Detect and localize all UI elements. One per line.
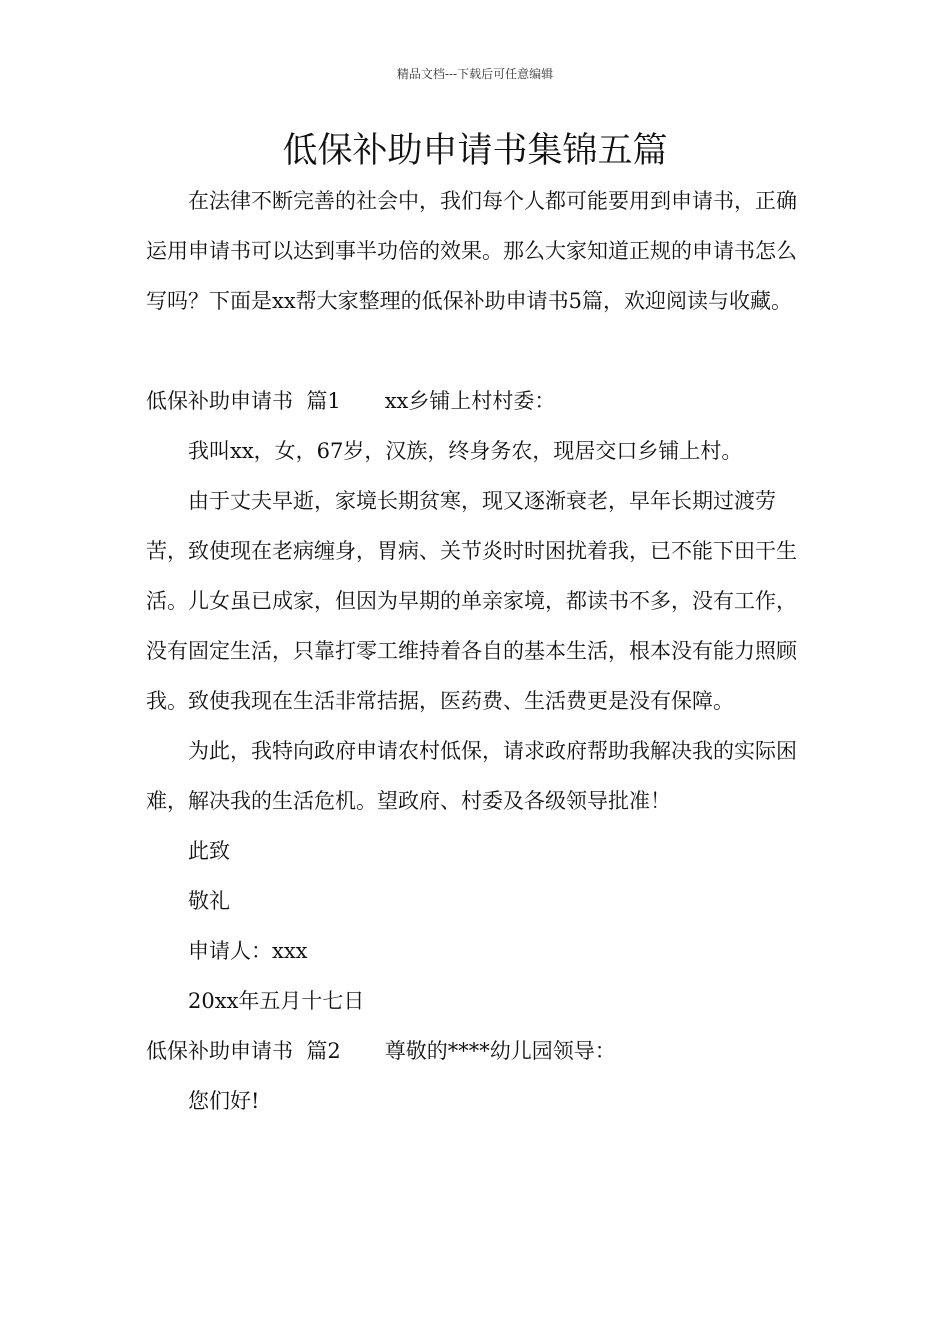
page-header: 精品文档---下载后可任意编辑 xyxy=(396,67,554,81)
section-1-heading: 低保补助申请书 篇1 xyxy=(146,389,341,413)
section-1-applicant: 申请人：xxx xyxy=(188,939,308,963)
paragraph-gap xyxy=(146,326,806,376)
section-1-paragraph-2: 由于丈夫早逝，家境长期贫寒，现又逐渐衰老，早年长期过渡劳苦，致使现在老病缠身，胃病、关节炎时时困扰着我，已不能下田干生活。儿女虽已成家，但因为早期的单亲家境，都读书不多，没有工作，没有固定生活，只靠打零工维持着各自的基本生活，根本没有能力照顾我。致使我现在生活非常拮据，医药费、生活费更是没有保障。 xyxy=(146,489,797,713)
section-1-date: 20xx年五月十七日 xyxy=(188,989,365,1013)
section-1-closing-1: 此致 xyxy=(188,839,230,863)
section-1-paragraph-3: 为此，我特向政府申请农村低保，请求政府帮助我解决我的实际困难，解决我的生活危机。望政府、村委及各级领导批准！ xyxy=(146,739,797,813)
intro-paragraph: 在法律不断完善的社会中，我们每个人都可能要用到申请书，正确运用申请书可以达到事半功倍的效果。那么大家知道正规的申请书怎么写吗？下面是xx帮大家整理的低保补助申请书5篇，欢迎阅读与收藏。 xyxy=(146,189,797,313)
section-2-heading-line xyxy=(146,1026,806,1076)
section-1-recipient: xx乡铺上村村委： xyxy=(384,389,556,413)
section-1-paragraph-1: 我叫xx，女，67岁，汉族，终身务农，现居交口乡铺上村。 xyxy=(188,439,743,463)
section-2-recipient: 尊敬的****幼儿园领导： xyxy=(384,1039,616,1063)
section-1-closing-2: 敬礼 xyxy=(188,889,230,913)
section-1-heading-line xyxy=(146,376,806,426)
document-title: 低保补助申请书集锦五篇 xyxy=(282,131,668,171)
document-body xyxy=(146,176,806,1126)
section-2-heading: 低保补助申请书 篇2 xyxy=(146,1039,341,1063)
section-2-greeting: 您们好! xyxy=(188,1089,260,1113)
